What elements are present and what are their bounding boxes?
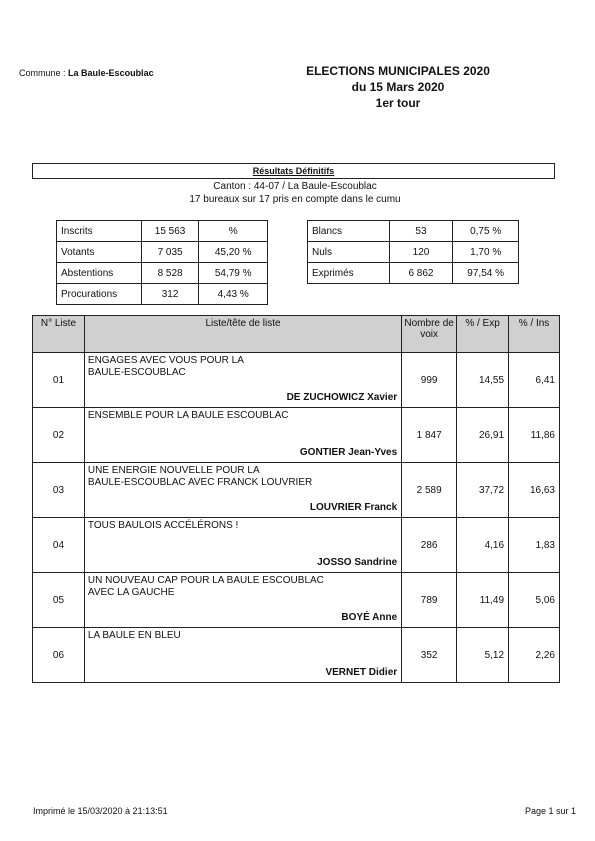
stat-row-inscrits <box>57 221 268 242</box>
list-cell <box>84 463 401 518</box>
table-row <box>33 518 560 573</box>
list-pct-ins: 1,83 <box>509 518 560 573</box>
commune-line <box>19 68 154 78</box>
list-candidate: DE ZUCHOWICZ Xavier <box>286 392 398 403</box>
results-title: Résultats Définitifs <box>252 166 335 176</box>
stat-value: 8 528 <box>141 263 199 284</box>
header-list-number: N° Liste <box>33 316 85 353</box>
table-row <box>33 573 560 628</box>
list-pct-ins: 2,26 <box>509 628 560 683</box>
list-name: TOUS BAULOIS ACCÉLÉRONS ! <box>87 520 239 531</box>
list-pct-ins: 5,06 <box>509 573 560 628</box>
list-pct-exp: 14,55 <box>457 353 509 408</box>
stat-pct: 1,70 % <box>453 242 519 263</box>
commune-label: Commune : <box>19 68 66 78</box>
list-pct-exp: 26,91 <box>457 408 509 463</box>
list-name: ENGAGES AVEC VOUS POUR LA BAULE-ESCOUBLAC <box>87 355 244 378</box>
list-number: 04 <box>33 518 85 573</box>
list-candidate: JOSSO Sandrine <box>317 557 398 568</box>
stat-row-procurations <box>57 284 268 305</box>
page-number: Page 1 sur 1 <box>524 806 576 816</box>
canton-line: Canton : 44-07 / La Baule-Escoublac <box>213 181 377 192</box>
stat-label: Exprimés <box>308 263 390 284</box>
list-name: LA BAULE EN BLEU <box>87 630 181 641</box>
list-name: UN NOUVEAU CAP POUR LA BAULE ESCOUBLAC AVEC LA GAUCHE <box>87 575 324 598</box>
stat-row-nuls <box>308 242 519 263</box>
list-name: ENSEMBLE POUR LA BAULE ESCOUBLAC <box>87 410 289 421</box>
stat-value: 312 <box>141 284 199 305</box>
list-number: 06 <box>33 628 85 683</box>
stat-value: 15 563 <box>141 221 199 242</box>
stat-label: Inscrits <box>57 221 142 242</box>
results-header-row <box>33 316 560 353</box>
list-cell <box>84 353 401 408</box>
stat-row-blancs <box>308 221 519 242</box>
stat-row-exprimes <box>308 263 519 284</box>
list-votes: 1 847 <box>402 408 457 463</box>
list-cell <box>84 518 401 573</box>
list-pct-exp: 5,12 <box>457 628 509 683</box>
table-row <box>33 463 560 518</box>
stat-pct: % <box>199 221 268 242</box>
stat-pct: 45,20 % <box>199 242 268 263</box>
list-candidate: LOUVRIER Franck <box>309 502 398 513</box>
list-name: UNE ENERGIE NOUVELLE POUR LA BAULE-ESCOUBLAC AVEC FRANCK LOUVRIER <box>87 465 313 488</box>
stat-value: 53 <box>389 221 453 242</box>
election-title: ELECTIONS MUNICIPALES 2020 <box>306 64 490 78</box>
list-candidate: VERNET Didier <box>325 667 398 678</box>
list-pct-exp: 11,49 <box>457 573 509 628</box>
list-votes: 789 <box>402 573 457 628</box>
list-pct-exp: 4,16 <box>457 518 509 573</box>
header-pct-ins: % / Ins <box>509 316 560 353</box>
list-votes: 2 589 <box>402 463 457 518</box>
list-pct-ins: 16,63 <box>509 463 560 518</box>
commune-name: La Baule-Escoublac <box>68 68 154 78</box>
stat-value: 120 <box>389 242 453 263</box>
stat-pct: 54,79 % <box>199 263 268 284</box>
list-candidate: GONTIER Jean-Yves <box>299 447 398 458</box>
stat-row-abstentions <box>57 263 268 284</box>
list-number: 01 <box>33 353 85 408</box>
stat-row-votants <box>57 242 268 263</box>
list-pct-ins: 11,86 <box>509 408 560 463</box>
right-stats-table <box>307 220 519 284</box>
stat-value: 6 862 <box>389 263 453 284</box>
bureaux-line: 17 bureaux sur 17 pris en compte dans le cumu <box>189 194 401 205</box>
stat-value: 7 035 <box>141 242 199 263</box>
table-row <box>33 408 560 463</box>
results-title-box <box>32 163 555 179</box>
list-pct-exp: 37,72 <box>457 463 509 518</box>
stat-label: Abstentions <box>57 263 142 284</box>
list-candidate: BOYÉ Anne <box>341 612 398 623</box>
left-stats-table <box>56 220 268 305</box>
election-round: 1er tour <box>375 96 421 110</box>
stat-label: Nuls <box>308 242 390 263</box>
stat-pct: 97,54 % <box>453 263 519 284</box>
header-list-name: Liste/tête de liste <box>84 316 401 353</box>
list-number: 03 <box>33 463 85 518</box>
election-date: du 15 Mars 2020 <box>351 80 445 94</box>
stat-pct: 0,75 % <box>453 221 519 242</box>
header-votes: Nombre de voix <box>402 316 457 353</box>
list-cell <box>84 628 401 683</box>
list-votes: 286 <box>402 518 457 573</box>
list-cell <box>84 408 401 463</box>
print-timestamp: Imprimé le 15/03/2020 à 21:13:51 <box>33 806 168 816</box>
stat-label: Votants <box>57 242 142 263</box>
list-pct-ins: 6,41 <box>509 353 560 408</box>
table-row <box>33 353 560 408</box>
results-table <box>32 315 560 683</box>
list-votes: 352 <box>402 628 457 683</box>
list-cell <box>84 573 401 628</box>
stat-label: Blancs <box>308 221 390 242</box>
list-number: 02 <box>33 408 85 463</box>
header-pct-exp: % / Exp <box>457 316 509 353</box>
list-number: 05 <box>33 573 85 628</box>
list-votes: 999 <box>402 353 457 408</box>
stat-label: Procurations <box>57 284 142 305</box>
table-row <box>33 628 560 683</box>
stat-pct: 4,43 % <box>199 284 268 305</box>
